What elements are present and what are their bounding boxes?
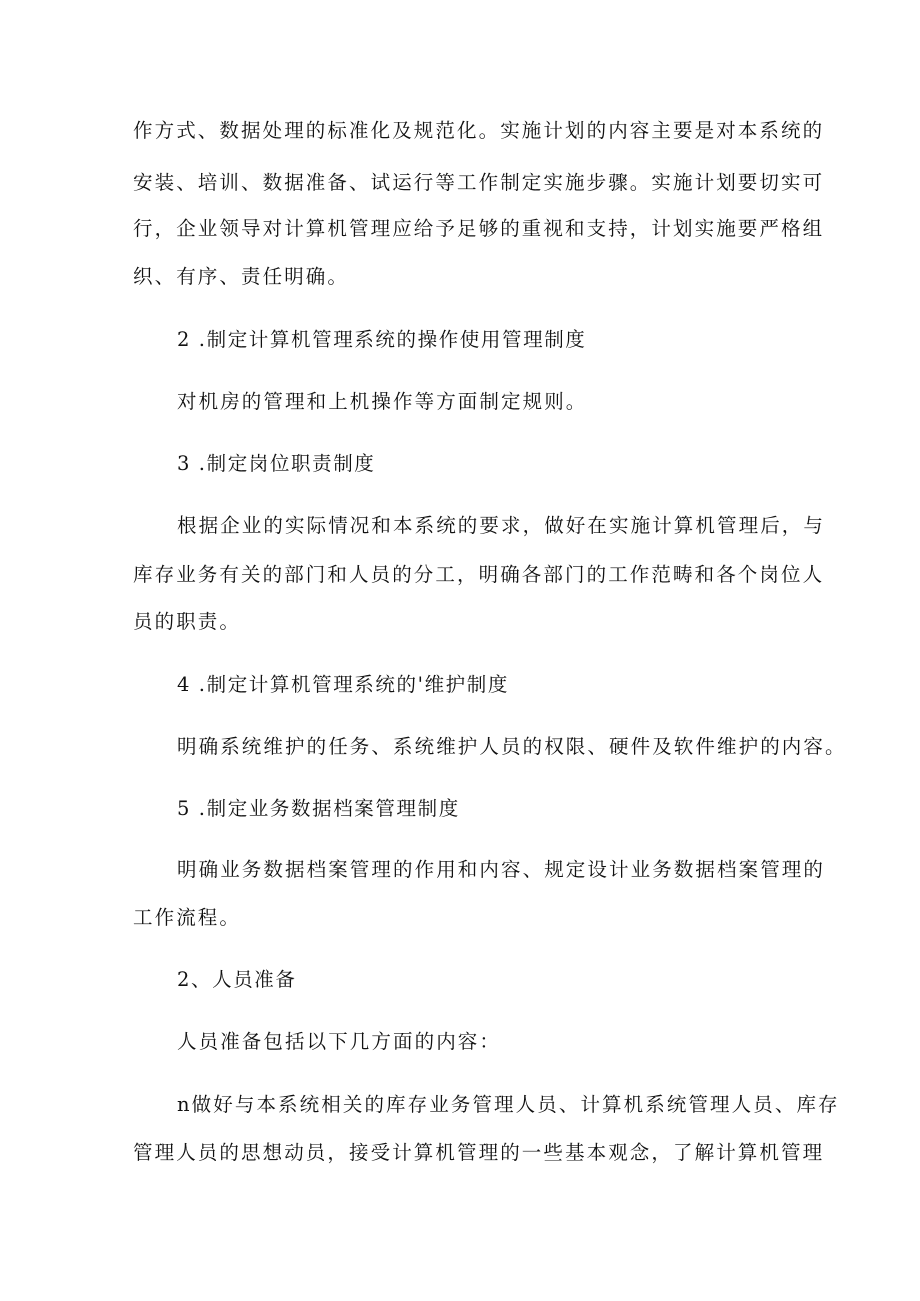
paragraph-1-line-4: 织、有序、责任明确。 — [133, 265, 350, 288]
paragraph-5-line-1: 明确业务数据档案管理的作用和内容、规定设计业务数据档案管理的 — [177, 858, 826, 881]
paragraph-4-line-1: 明确系统维护的任务、系统维护人员的权限、硬件及软件维护的内容。 — [177, 735, 847, 758]
section-heading-staff: 2、人员准备 — [177, 968, 297, 991]
section-heading-5: 5 .制定业务数据档案管理制度 — [177, 797, 460, 820]
paragraph-5-line-2: 工作流程。 — [133, 906, 242, 929]
paragraph-6-line-1: 人员准备包括以下几方面的内容： — [177, 1030, 502, 1053]
paragraph-7-line-2: 管理人员的思想动员，接受计算机管理的一些基本观念，了解计算机管理 — [133, 1141, 825, 1164]
section-heading-4: 4 .制定计算机管理系统的'维护制度 — [177, 673, 509, 696]
paragraph-1-line-1: 作方式、数据处理的标准化及规范化。实施计划的内容主要是对本系统的 — [133, 119, 825, 142]
paragraph-3-line-3: 员的职责。 — [133, 610, 242, 633]
paragraph-3-line-1: 根据企业的实际情况和本系统的要求，做好在实施计算机管理后，与 — [177, 514, 826, 537]
paragraph-1-line-3: 行，企业领导对计算机管理应给予足够的重视和支持，计划实施要严格组 — [133, 217, 825, 240]
paragraph-2-line-1: 对机房的管理和上机操作等方面制定规则。 — [177, 390, 588, 413]
section-heading-2: 2 .制定计算机管理系统的操作使用管理制度 — [177, 328, 587, 351]
paragraph-3-line-2: 库存业务有关的部门和人员的分工，明确各部门的工作范畴和各个岗位人 — [133, 563, 825, 586]
paragraph-7-line-1: n做好与本系统相关的库存业务管理人员、计算机系统管理人员、库存 — [177, 1093, 840, 1116]
section-heading-3: 3 .制定岗位职责制度 — [177, 452, 376, 475]
paragraph-1-line-2: 安装、培训、数据准备、试运行等工作制定实施步骤。实施计划要切实可 — [133, 171, 825, 194]
